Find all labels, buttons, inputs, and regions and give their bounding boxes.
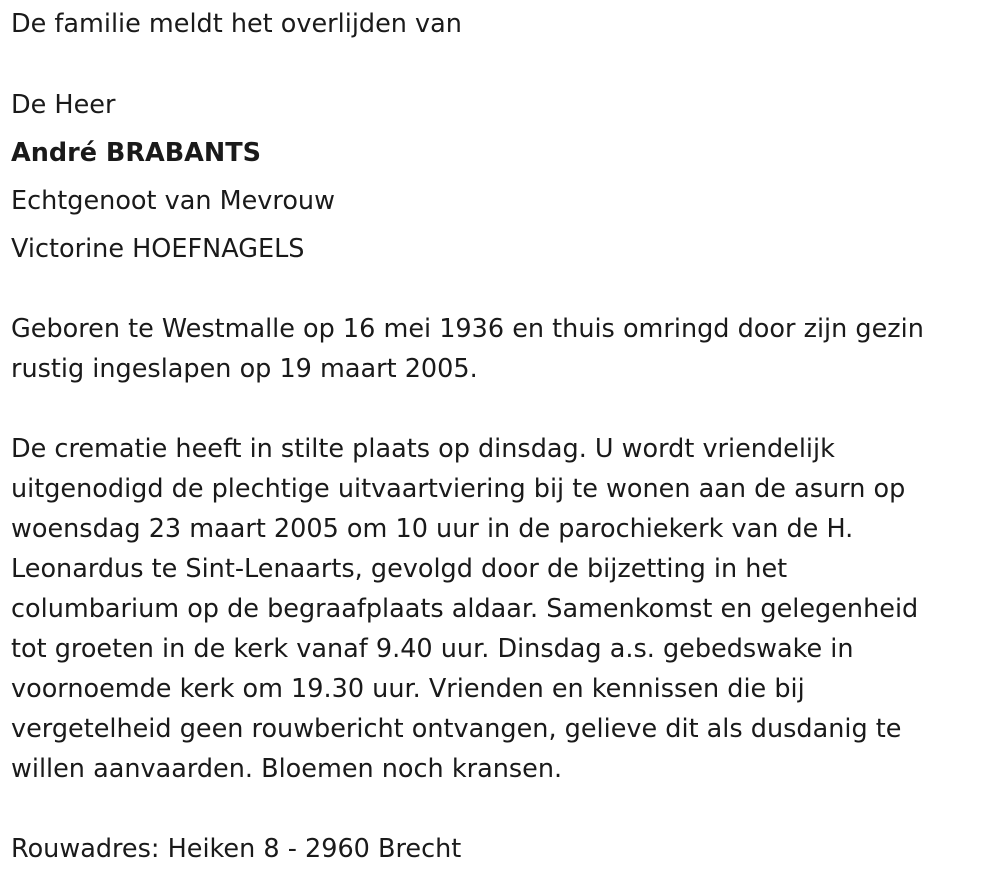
- deceased-name: André BRABANTS: [11, 138, 261, 168]
- ceremony-line: De crematie heeft in stilte plaats op dinsdag. U wordt vriendelijk: [11, 434, 835, 464]
- ceremony-line: willen aanvaarden. Bloemen noch kransen.: [11, 754, 563, 784]
- ceremony-line: vergetelheid geen rouwbericht ontvangen, gelieve dit als dusdanig te: [11, 714, 902, 744]
- ceremony-paragraph: [11, 429, 986, 789]
- intro-text: De familie meldt het overlijden van: [11, 9, 462, 39]
- birth-line: Geboren te Westmalle op 16 mei 1936 en thuis omringd door zijn gezin: [11, 314, 924, 344]
- ceremony-line: woensdag 23 maart 2005 om 10 uur in de parochiekerk van de H.: [11, 514, 854, 544]
- birth-paragraph: [11, 309, 986, 389]
- spouse-label: Echtgenoot van Mevrouw: [11, 186, 335, 216]
- ceremony-line: uitgenodigd de plechtige uitvaartviering bij te wonen aan de asurn op: [11, 474, 906, 504]
- ceremony-line: columbarium op de begraafplaats aldaar. Samenkomst en gelegenheid: [11, 594, 919, 624]
- mourning-address: Rouwadres: Heiken 8 - 2960 Brecht: [11, 834, 462, 864]
- ceremony-line: tot groeten in de kerk vanaf 9.40 uur. Dinsdag a.s. gebedswake in: [11, 634, 854, 664]
- ceremony-line: voornoemde kerk om 19.30 uur. Vrienden en kennissen die bij: [11, 674, 805, 704]
- title-prefix: De Heer: [11, 90, 116, 120]
- ceremony-line: Leonardus te Sint-Lenaarts, gevolgd door de bijzetting in het: [11, 554, 788, 584]
- birth-line: rustig ingeslapen op 19 maart 2005.: [11, 354, 478, 384]
- spouse-name: Victorine HOEFNAGELS: [11, 234, 305, 264]
